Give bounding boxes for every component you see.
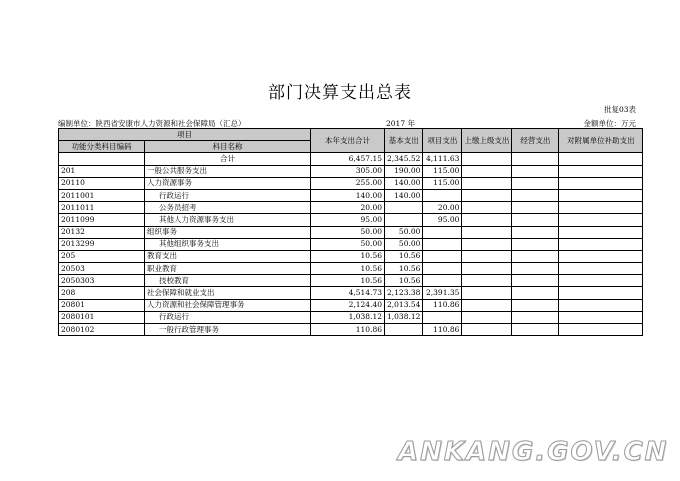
page-title: 部门决算支出总表: [268, 83, 412, 103]
cell-project: [423, 189, 462, 201]
cell-upper: [462, 153, 512, 165]
cell-project: 20.00: [423, 202, 462, 214]
table-row: [59, 324, 643, 336]
cell-total: 95.00: [311, 214, 385, 226]
cell-code: 2080101: [59, 311, 145, 323]
cell-upper: [462, 202, 512, 214]
cell-project: [423, 263, 462, 275]
cell-project: [423, 238, 462, 250]
cell-subsidy: [559, 250, 643, 262]
table-row: [59, 299, 643, 311]
cell-subsidy: [559, 311, 643, 323]
header-operating-expenditure: 经营支出: [512, 129, 559, 153]
cell-total: 305.00: [311, 165, 385, 177]
cell-basic: 50.00: [385, 238, 423, 250]
cell-subsidy: [559, 202, 643, 214]
cell-project: 4,111.63: [423, 153, 462, 165]
cell-upper: [462, 311, 512, 323]
cell-name: 教育支出: [145, 250, 311, 262]
cell-code: [59, 153, 145, 165]
watermark: ANKANG.GOV.CN: [398, 437, 669, 467]
cell-project: 115.00: [423, 177, 462, 189]
cell-total: 50.00: [311, 226, 385, 238]
cell-name: 人力资源和社会保障管理事务: [145, 299, 311, 311]
cell-project: [423, 250, 462, 262]
cell-basic: 10.56: [385, 250, 423, 262]
expenditure-table: [58, 128, 643, 336]
cell-code: 2011001: [59, 189, 145, 201]
cell-operating: [512, 189, 559, 201]
cell-subsidy: [559, 226, 643, 238]
cell-name: 一般行政管理事务: [145, 324, 311, 336]
cell-name: 合计: [145, 153, 311, 165]
cell-total: 10.56: [311, 263, 385, 275]
cell-basic: 2,123.38: [385, 287, 423, 299]
table-row: [59, 165, 643, 177]
cell-basic: 10.56: [385, 275, 423, 287]
cell-basic: 140.00: [385, 177, 423, 189]
cell-code: 2011099: [59, 214, 145, 226]
cell-upper: [462, 275, 512, 287]
cell-operating: [512, 214, 559, 226]
table-row: [59, 238, 643, 250]
cell-upper: [462, 214, 512, 226]
cell-basic: 10.56: [385, 263, 423, 275]
cell-operating: [512, 177, 559, 189]
cell-name: 一般公共服务支出: [145, 165, 311, 177]
cell-name: 其他人力资源事务支出: [145, 214, 311, 226]
cell-total: 10.56: [311, 275, 385, 287]
cell-basic: 140.00: [385, 189, 423, 201]
cell-operating: [512, 324, 559, 336]
cell-operating: [512, 311, 559, 323]
cell-subsidy: [559, 263, 643, 275]
table-row: [59, 189, 643, 201]
table-row: [59, 177, 643, 189]
cell-project: [423, 275, 462, 287]
cell-basic: 190.00: [385, 165, 423, 177]
table-row: [59, 250, 643, 262]
cell-project: 2,391.35: [423, 287, 462, 299]
cell-total: 4,514.73: [311, 287, 385, 299]
cell-upper: [462, 226, 512, 238]
cell-project: [423, 311, 462, 323]
cell-total: 50.00: [311, 238, 385, 250]
cell-operating: [512, 238, 559, 250]
cell-code: 208: [59, 287, 145, 299]
cell-upper: [462, 287, 512, 299]
cell-project: 95.00: [423, 214, 462, 226]
form-number: 批复03表: [603, 105, 636, 114]
table-row: [59, 287, 643, 299]
cell-code: 205: [59, 250, 145, 262]
cell-code: 2080102: [59, 324, 145, 336]
cell-subsidy: [559, 214, 643, 226]
cell-name: 职业教育: [145, 263, 311, 275]
cell-upper: [462, 238, 512, 250]
cell-code: 2011011: [59, 202, 145, 214]
cell-upper: [462, 299, 512, 311]
cell-basic: [385, 214, 423, 226]
header-row-1: [59, 129, 643, 141]
cell-upper: [462, 189, 512, 201]
header-basic-expenditure: 基本支出: [385, 129, 423, 153]
cell-operating: [512, 263, 559, 275]
cell-total: 140.00: [311, 189, 385, 201]
cell-name: 社会保障和就业支出: [145, 287, 311, 299]
cell-code: 2050303: [59, 275, 145, 287]
table-row: [59, 311, 643, 323]
cell-total: 255.00: [311, 177, 385, 189]
cell-subsidy: [559, 287, 643, 299]
header-item: 项目: [59, 129, 311, 141]
cell-basic: [385, 324, 423, 336]
cell-subsidy: [559, 238, 643, 250]
header-subsidy-expenditure: 对附属单位补助支出: [559, 129, 643, 153]
cell-project: 110.86: [423, 324, 462, 336]
cell-name: 行政运行: [145, 189, 311, 201]
cell-name: 行政运行: [145, 311, 311, 323]
cell-project: 110.86: [423, 299, 462, 311]
cell-subsidy: [559, 153, 643, 165]
cell-upper: [462, 263, 512, 275]
cell-basic: 2,345.52: [385, 153, 423, 165]
cell-subsidy: [559, 324, 643, 336]
cell-basic: 2,013.54: [385, 299, 423, 311]
cell-total: 2,124.40: [311, 299, 385, 311]
cell-subsidy: [559, 189, 643, 201]
compiling-unit: 编制单位：陕西省安康市人力资源和社会保障局（汇总）: [58, 119, 246, 128]
cell-operating: [512, 226, 559, 238]
cell-total: 6,457.15: [311, 153, 385, 165]
cell-basic: [385, 202, 423, 214]
cell-project: [423, 226, 462, 238]
cell-operating: [512, 153, 559, 165]
cell-code: 201: [59, 165, 145, 177]
cell-name: 公务员招考: [145, 202, 311, 214]
header-project-expenditure: 项目支出: [423, 129, 462, 153]
table-row: [59, 226, 643, 238]
cell-name: 组织事务: [145, 226, 311, 238]
table-row: [59, 275, 643, 287]
cell-operating: [512, 299, 559, 311]
cell-code: 20801: [59, 299, 145, 311]
cell-upper: [462, 250, 512, 262]
table-row: [59, 202, 643, 214]
cell-subsidy: [559, 299, 643, 311]
table-row: [59, 263, 643, 275]
header-upper-grant: 上缴上级支出: [462, 129, 512, 153]
cell-code: 20132: [59, 226, 145, 238]
amount-unit: 金额单位：万元: [583, 119, 636, 128]
total-row: [59, 153, 643, 165]
header-total-expenditure: 本年支出合计: [311, 129, 385, 153]
cell-upper: [462, 324, 512, 336]
cell-total: 20.00: [311, 202, 385, 214]
cell-operating: [512, 275, 559, 287]
cell-upper: [462, 177, 512, 189]
cell-code: 20110: [59, 177, 145, 189]
cell-project: 115.00: [423, 165, 462, 177]
cell-operating: [512, 202, 559, 214]
cell-operating: [512, 287, 559, 299]
header-name: 科目名称: [145, 141, 311, 153]
cell-total: 110.86: [311, 324, 385, 336]
cell-operating: [512, 165, 559, 177]
cell-name: 技校教育: [145, 275, 311, 287]
cell-subsidy: [559, 165, 643, 177]
cell-name: 其他组织事务支出: [145, 238, 311, 250]
cell-code: 20503: [59, 263, 145, 275]
cell-upper: [462, 165, 512, 177]
table-row: [59, 214, 643, 226]
cell-subsidy: [559, 275, 643, 287]
cell-subsidy: [559, 177, 643, 189]
cell-basic: 1,038.12: [385, 311, 423, 323]
header-code: 功能分类科目编码: [59, 141, 145, 153]
cell-total: 1,038.12: [311, 311, 385, 323]
fiscal-year: 2017 年: [386, 119, 415, 128]
cell-code: 2013299: [59, 238, 145, 250]
cell-total: 10.56: [311, 250, 385, 262]
cell-operating: [512, 250, 559, 262]
cell-basic: 50.00: [385, 226, 423, 238]
cell-name: 人力资源事务: [145, 177, 311, 189]
